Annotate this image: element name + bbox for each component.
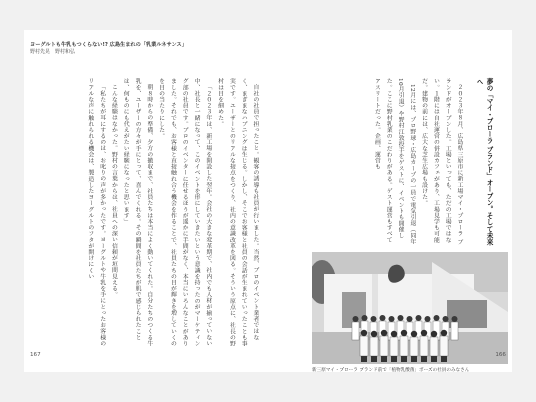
body-paragraph: 「２０２３年は、新工場を開設した翌年。会社の大きな変革期で、社内でも人材が揃っていない中、社長と一緒になって、このイベントを形にしていきたいという意識を持ったのがマーケティング部の社員です。プロのイベンターに任せるほうが遥かに手間がなく、本当にいろんなことがありました。それでも、お客様と直接触れ合う機会を作ることで、社員たちの目が輝きを増していくのを目の当たりにした。 [157,78,211,347]
left-body-text [34,78,260,348]
running-head-authors: 野村先晃 野村和弘 [30,49,76,55]
left-page [24,30,268,372]
section-title: 夢の「マイ・プローラ ブランド」オープン。そして未来へ [475,78,493,246]
running-head: ヨーグルトも牛乳もつくらない!? 広島生まれの「乳業ルネサンス」 [30,42,187,48]
factory-group-photo [312,252,508,364]
photo-caption: 新三原マイ・プローラ ブランド前で「植物乳酸菌」ポーズの社員のみなさん [312,368,470,373]
body-paragraph: ２０２３年８月、広島県三原市に新工場マイ・プローラ ブランドがオープンした。工場といっても、ただの工場ではない。１階には自社運営の併設カフェがあり、工場見学も可能だ。建物の前には、広大な芝生広場も設けた。 [420,78,462,245]
body-paragraph: 自社の社員で担ったこと。観客の誘導も社員が行いました。当然、プロのイベント業者ではなく、まぎまなハプニングは生じる。しかし、そこでお客様と社員の会話が生まれていったことも事実です。ユーザーとのリアルな接点をつくり、社内の意識改革を図る。そういう原点に、社長の野村は目を細めた。 [216,78,258,347]
body-paragraph: 朝８時からの準備、夕方の撤収まで、社員たちは本当によく動いてくれた。自分たちのつくる牛乳を、ユーザーの方々が手にとって、喜んでくれる。その瞬間を社員たちが肌で感じられたことは、何ものにも代えがたい経験になったと思います」 [122,78,152,347]
body-paragraph: 「私たちが耳にするのは、お叱りの声が多かったです。ヨーグルトや牛乳を手にとったお客様のリアルな声に触れられる機会は、製造したヨーグルトのフタが開けにくい [86,78,105,347]
right-body-text [278,78,464,248]
photo-illustration [312,252,508,364]
page-number: 167 [30,352,41,358]
body-paragraph: こんな経験はなかった。野村の言葉からは、社員への深い信頼が垣間見える。 [110,83,117,298]
page-number: 166 [495,352,506,358]
right-page [268,30,512,372]
body-paragraph: 12月には、プロ野球・広島カープの一員で電気引退（同年10月引退）や野村江敦投手をゲストに、イベントも開催した。ここに野村乳業のこだわりがある。ゲスト運営もすべてアスリートだった。企画、運営も [373,78,415,245]
